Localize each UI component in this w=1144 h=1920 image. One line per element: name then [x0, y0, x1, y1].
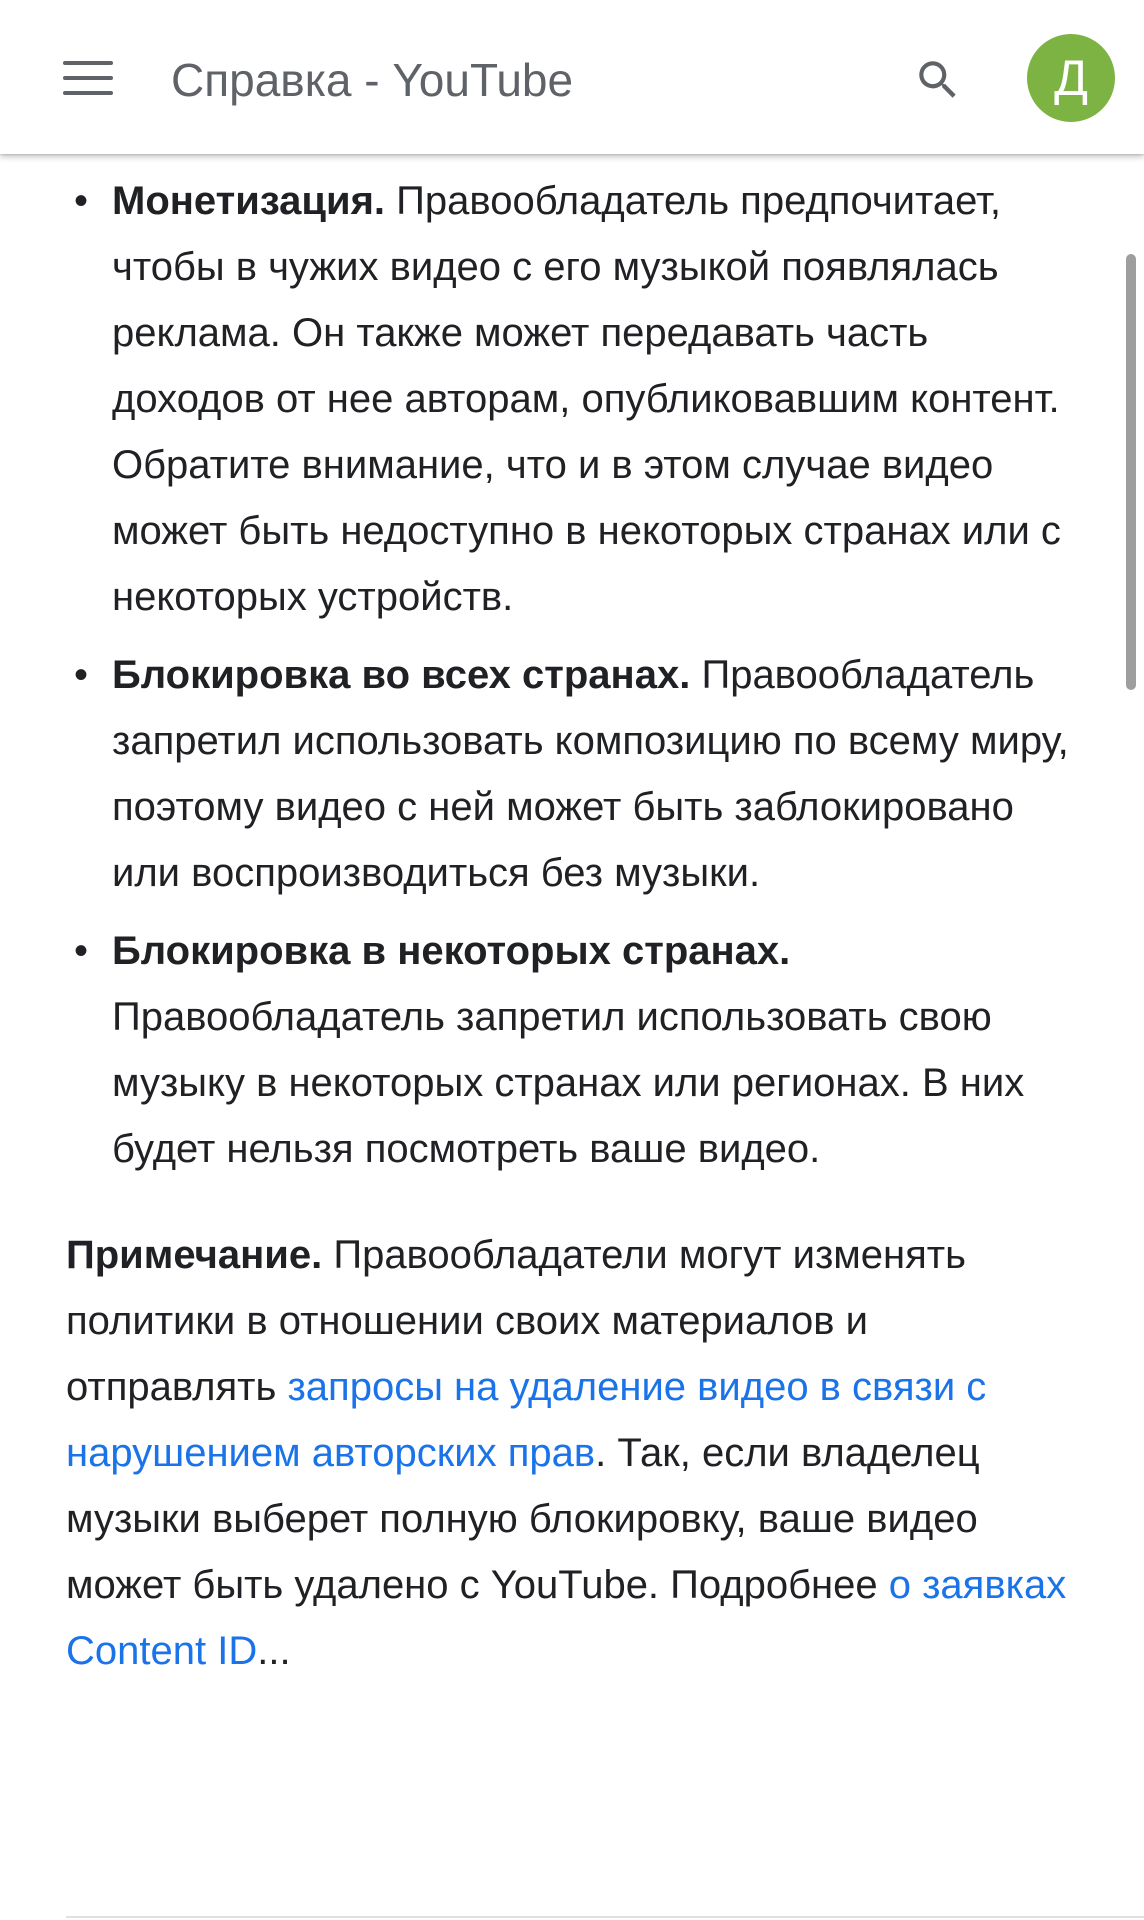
- account-avatar[interactable]: Д: [1027, 34, 1115, 122]
- note-paragraph: [66, 1222, 1076, 1684]
- search-button[interactable]: [900, 42, 976, 118]
- list-item-text: Правообладатель предпочитает, чтобы в чужих видео с его музыкой появлялась реклама. Он также может передавать часть доходов от нее авторам, опубликовавшим контент. Обратите внимание, что и в этом случае видео может быть недоступно в некоторых странах или с некоторых устройств.: [112, 179, 1061, 619]
- list-item: [66, 642, 1076, 906]
- restriction-list: [66, 168, 1076, 1182]
- scrollbar[interactable]: [1126, 254, 1136, 690]
- hamburger-menu-icon: [63, 61, 113, 95]
- list-item: [66, 918, 1076, 1182]
- content-id-claims-link[interactable]: о заявках Content ID: [66, 1563, 1067, 1673]
- bottom-divider: [66, 1916, 1144, 1918]
- bullet-icon: •: [74, 653, 89, 697]
- note-term: Примечание.: [66, 1233, 323, 1277]
- menu-button[interactable]: [52, 46, 124, 110]
- note-text-before: Правообладатели могут изменять политики в отношении своих материалов и отправлять: [66, 1233, 966, 1409]
- page-title: Справка - YouTube: [171, 54, 574, 106]
- list-item: [66, 168, 1076, 630]
- search-icon: [913, 55, 963, 105]
- copyright-removal-link[interactable]: запросы на удаление видео в связи с нарушением авторских прав: [66, 1365, 987, 1475]
- article-content: [0, 154, 1144, 1920]
- list-item-term: Блокировка в некоторых странах.: [112, 929, 791, 973]
- list-item-text: Правообладатель запретил использовать композицию по всему миру, поэтому видео с ней может быть заблокировано или воспроизводиться без музыки.: [112, 653, 1069, 895]
- article-body: [66, 168, 1076, 1724]
- bullet-icon: •: [74, 929, 89, 973]
- bullet-icon: •: [74, 179, 89, 223]
- app-bar: [0, 0, 1144, 154]
- note-text-middle: . Так, если владелец музыки выберет полную блокировку, ваше видео может быть удалено с YouTube. Подробнее: [66, 1431, 980, 1607]
- list-item-term: Блокировка во всех странах.: [112, 653, 691, 697]
- list-item-term: Монетизация.: [112, 179, 386, 223]
- list-item-text: Правообладатель запретил использовать свою музыку в некоторых странах или регионах. В них будет нельзя посмотреть ваше видео.: [112, 995, 1025, 1171]
- note-text-after: ...: [257, 1629, 291, 1673]
